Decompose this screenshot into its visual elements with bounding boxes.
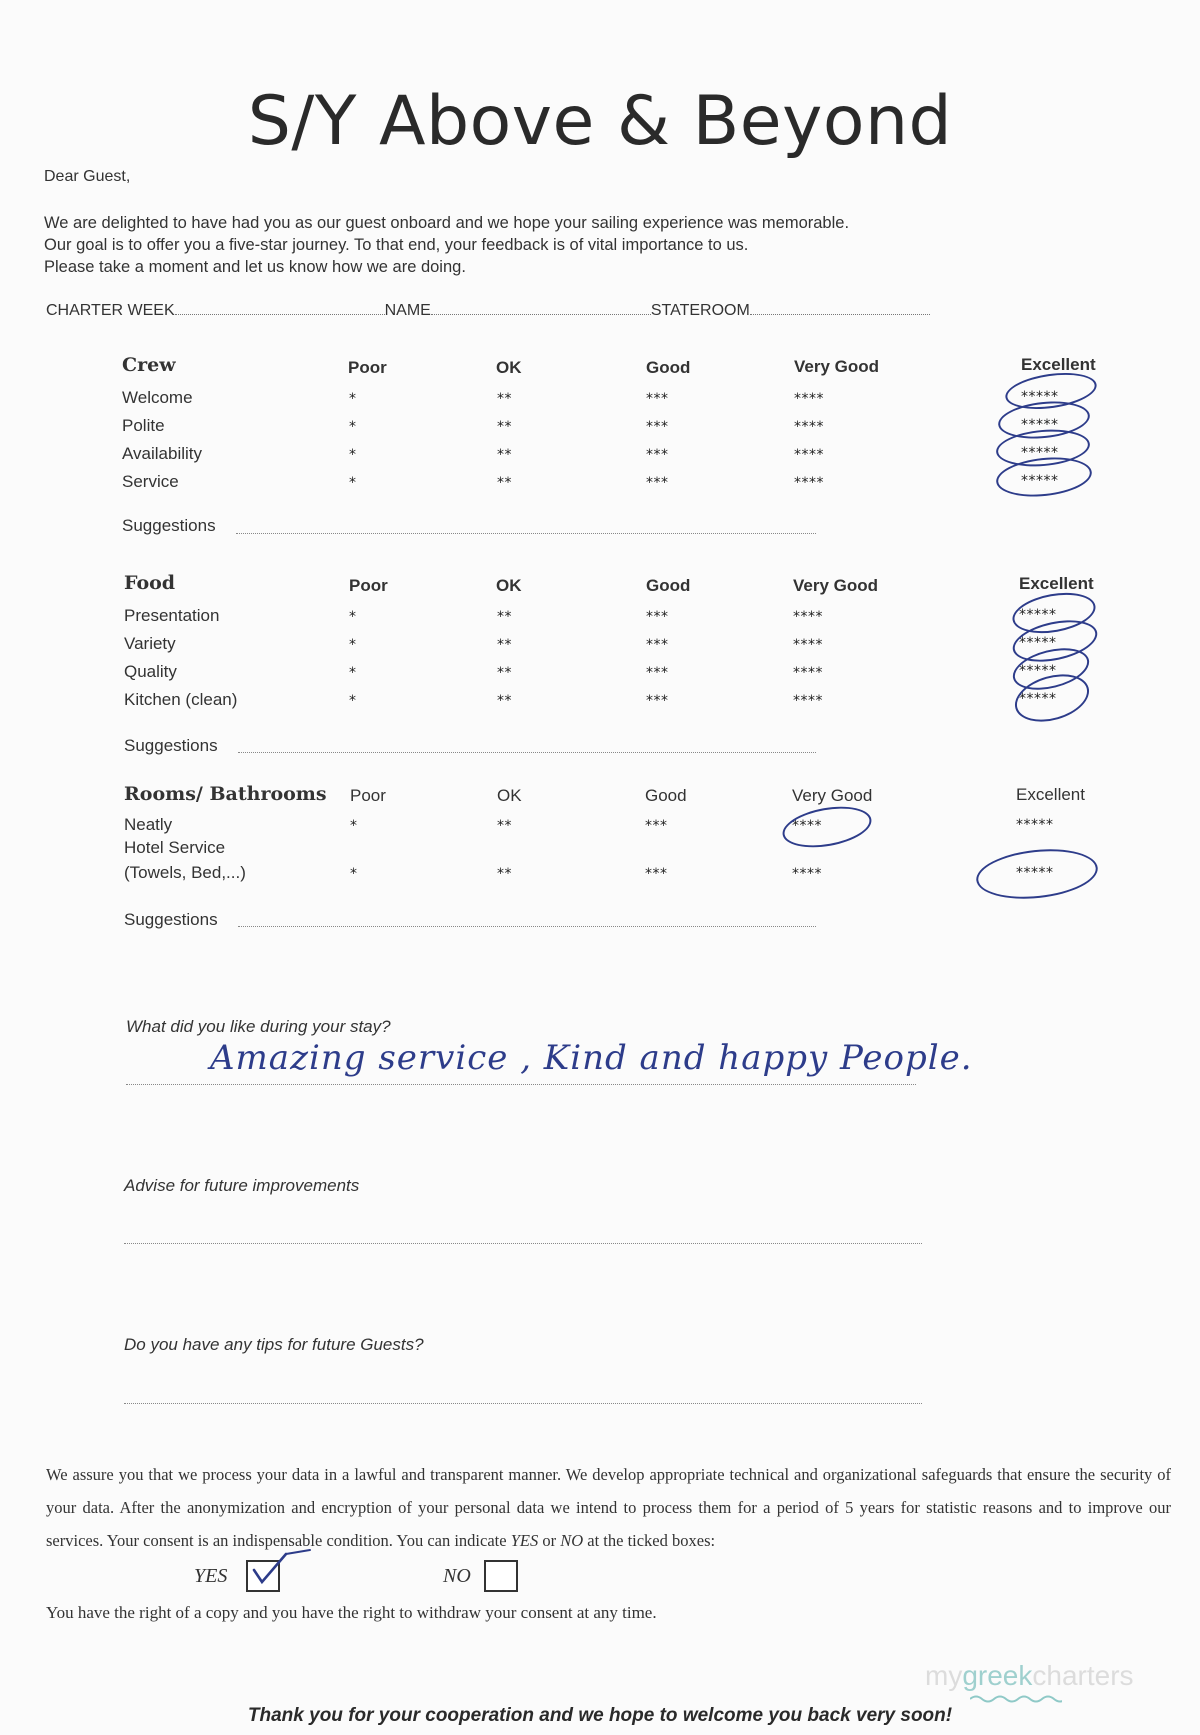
suggestions-label: Suggestions <box>124 736 218 755</box>
no-label: NO <box>443 1565 471 1587</box>
rating-option[interactable]: *** <box>646 609 669 625</box>
rating-option[interactable]: ** <box>497 475 512 491</box>
rating-option[interactable]: * <box>349 637 357 653</box>
rating-option-selected[interactable]: ***** <box>1021 389 1059 405</box>
watermark-logo <box>925 1660 1134 1692</box>
suggestions-label: Suggestions <box>122 516 216 535</box>
column-excellent: Excellent <box>1021 355 1096 374</box>
row-label: Kitchen (clean) <box>124 690 238 709</box>
rating-option[interactable]: ** <box>497 866 512 882</box>
rating-option-selected[interactable]: ***** <box>1019 663 1057 679</box>
section-title-rooms: Rooms/ Bathrooms <box>124 783 327 805</box>
rating-option[interactable]: * <box>349 447 357 463</box>
closing-message: Thank you for your cooperation and we hope to welcome you back very soon! <box>247 1705 953 1726</box>
rating-option[interactable]: *** <box>646 665 669 681</box>
row-label: Welcome <box>122 388 193 407</box>
column-good: Good <box>646 576 691 595</box>
data-consent-paragraph <box>46 1458 1171 1557</box>
rating-option-selected[interactable]: **** <box>792 818 822 834</box>
suggestions-label: Suggestions <box>124 910 218 929</box>
rating-option[interactable]: *** <box>646 637 669 653</box>
intro-line: Our goal is to offer you a five-star journey. To that end, your feedback is of vital importance to us. <box>44 236 749 254</box>
rating-option[interactable]: **** <box>794 419 824 435</box>
rating-option[interactable]: * <box>349 391 357 407</box>
answer-field[interactable] <box>124 1403 922 1404</box>
column-excellent: Excellent <box>1019 574 1094 593</box>
rating-option[interactable]: ** <box>497 637 512 653</box>
suggestions-field[interactable] <box>238 752 816 753</box>
intro-line: Please take a moment and let us know how we are doing. <box>44 258 466 276</box>
rating-option[interactable]: * <box>350 818 358 834</box>
rating-option[interactable]: **** <box>794 475 824 491</box>
legal-text-end: at the ticked boxes: <box>583 1531 716 1550</box>
rating-option[interactable]: **** <box>793 609 823 625</box>
row-label: Service <box>122 472 179 491</box>
rating-option[interactable]: *** <box>646 693 669 709</box>
rights-text: You have the right of a copy and you have the right to withdraw your consent at any time. <box>46 1603 657 1622</box>
yes-label: YES <box>194 1565 228 1587</box>
stateroom-label: STATEROOM <box>650 302 750 319</box>
row-label: Availability <box>122 444 203 463</box>
column-good: Good <box>645 786 687 805</box>
rating-option[interactable]: **** <box>792 866 822 882</box>
checkmark-icon <box>246 1548 290 1588</box>
rating-option[interactable]: ***** <box>1016 817 1054 833</box>
rating-option[interactable]: *** <box>646 475 669 491</box>
rating-option-selected[interactable]: ***** <box>1021 417 1059 433</box>
rating-option[interactable]: * <box>350 866 358 882</box>
watermark-brand: greek <box>962 1660 1033 1691</box>
intro-line: We are delighted to have had you as our guest onboard and we hope your sailing experience was memorable. <box>44 214 850 232</box>
rating-option[interactable]: ** <box>497 818 512 834</box>
rating-option[interactable]: ** <box>497 391 512 407</box>
rating-option-selected[interactable]: ***** <box>1019 607 1057 623</box>
rating-option[interactable]: *** <box>646 391 669 407</box>
column-very-good: Very Good <box>792 786 873 805</box>
rating-option-selected[interactable]: ***** <box>1021 473 1059 489</box>
handwritten-answer: Amazing service , Kind and happy People. <box>210 1038 973 1078</box>
column-very-good: Very Good <box>793 576 879 595</box>
rating-option[interactable]: *** <box>646 419 669 435</box>
answer-field[interactable] <box>126 1084 916 1085</box>
row-label: Variety <box>124 634 176 653</box>
rating-option-selected[interactable]: ***** <box>1021 445 1059 461</box>
column-excellent: Excellent <box>1016 785 1085 804</box>
watermark-suffix: charters <box>1032 1660 1134 1691</box>
column-poor: Poor <box>349 576 388 595</box>
suggestions-field[interactable] <box>238 926 816 927</box>
row-label: Neatly <box>124 815 173 834</box>
handwritten-circle-mark <box>974 844 1100 904</box>
rating-option[interactable]: ** <box>497 419 512 435</box>
row-label-line1: Hotel Service <box>124 838 226 857</box>
rating-option[interactable]: **** <box>793 665 823 681</box>
charter-week-label: CHARTER WEEK <box>46 302 175 319</box>
column-ok: OK <box>496 358 522 377</box>
wave-icon <box>970 1694 1062 1704</box>
rating-option-selected[interactable]: ***** <box>1019 691 1057 707</box>
document-title: S/Y Above & Beyond <box>247 82 953 161</box>
legal-or-word: or <box>538 1531 561 1550</box>
rating-option[interactable]: *** <box>645 818 668 834</box>
rating-option[interactable]: ** <box>497 693 512 709</box>
watermark-prefix: my <box>925 1660 963 1691</box>
rating-option[interactable]: **** <box>793 637 823 653</box>
charter-info-row <box>46 300 930 320</box>
question-label: What did you like during your stay? <box>126 1017 391 1036</box>
name-field[interactable] <box>431 300 651 315</box>
rating-option-selected[interactable]: ***** <box>1019 635 1057 651</box>
rating-option[interactable]: * <box>349 665 357 681</box>
legal-text: We assure you that we process your data in a lawful and transparent manner. We develop appropriate technical and organizational safeguards that ensure the security of your data. After the anonymization and encryption of your personal data we intend to process them for a period of 5 years for statistic reasons and to improve our services. Your consent is an indispensable condition. You can indicate <box>46 1465 1171 1550</box>
salutation: Dear Guest, <box>44 168 131 185</box>
rating-option[interactable]: *** <box>645 866 668 882</box>
column-poor: Poor <box>350 786 386 805</box>
rating-option[interactable]: * <box>349 693 357 709</box>
no-checkbox[interactable] <box>484 1560 518 1592</box>
legal-yes-word: YES <box>510 1531 539 1550</box>
rating-option-selected[interactable]: ***** <box>1016 865 1054 881</box>
name-label: NAME <box>384 302 431 319</box>
rating-option[interactable]: **** <box>794 447 824 463</box>
section-title-food: Food <box>124 572 176 594</box>
suggestions-field[interactable] <box>236 533 816 534</box>
rating-option[interactable]: * <box>349 609 357 625</box>
row-label: (Towels, Bed,...) <box>124 863 246 882</box>
column-ok: OK <box>496 576 522 595</box>
rating-option[interactable]: **** <box>794 391 824 407</box>
legal-no-word: NO <box>560 1531 584 1550</box>
column-very-good: Very Good <box>794 357 880 376</box>
stateroom-field[interactable] <box>750 300 930 315</box>
rating-option[interactable]: **** <box>793 693 823 709</box>
rating-option[interactable]: ** <box>497 447 512 463</box>
section-title-crew: Crew <box>122 354 176 376</box>
rating-option[interactable]: * <box>349 475 357 491</box>
handwritten-circle-mark <box>779 800 874 853</box>
row-label: Quality <box>124 662 177 681</box>
yes-checkbox[interactable] <box>246 1560 280 1592</box>
charter-week-field[interactable] <box>175 300 385 315</box>
row-label: Presentation <box>124 606 220 625</box>
column-good: Good <box>646 358 691 377</box>
question-label: Advise for future improvements <box>124 1176 360 1195</box>
question-label: Do you have any tips for future Guests? <box>124 1335 424 1354</box>
rating-option[interactable]: *** <box>646 447 669 463</box>
column-poor: Poor <box>348 358 387 377</box>
column-ok: OK <box>497 786 522 805</box>
rating-option[interactable]: * <box>349 419 357 435</box>
answer-field[interactable] <box>124 1243 922 1244</box>
rating-option[interactable]: ** <box>497 609 512 625</box>
rating-option[interactable]: ** <box>497 665 512 681</box>
row-label: Polite <box>122 416 165 435</box>
intro-paragraph <box>44 212 944 278</box>
